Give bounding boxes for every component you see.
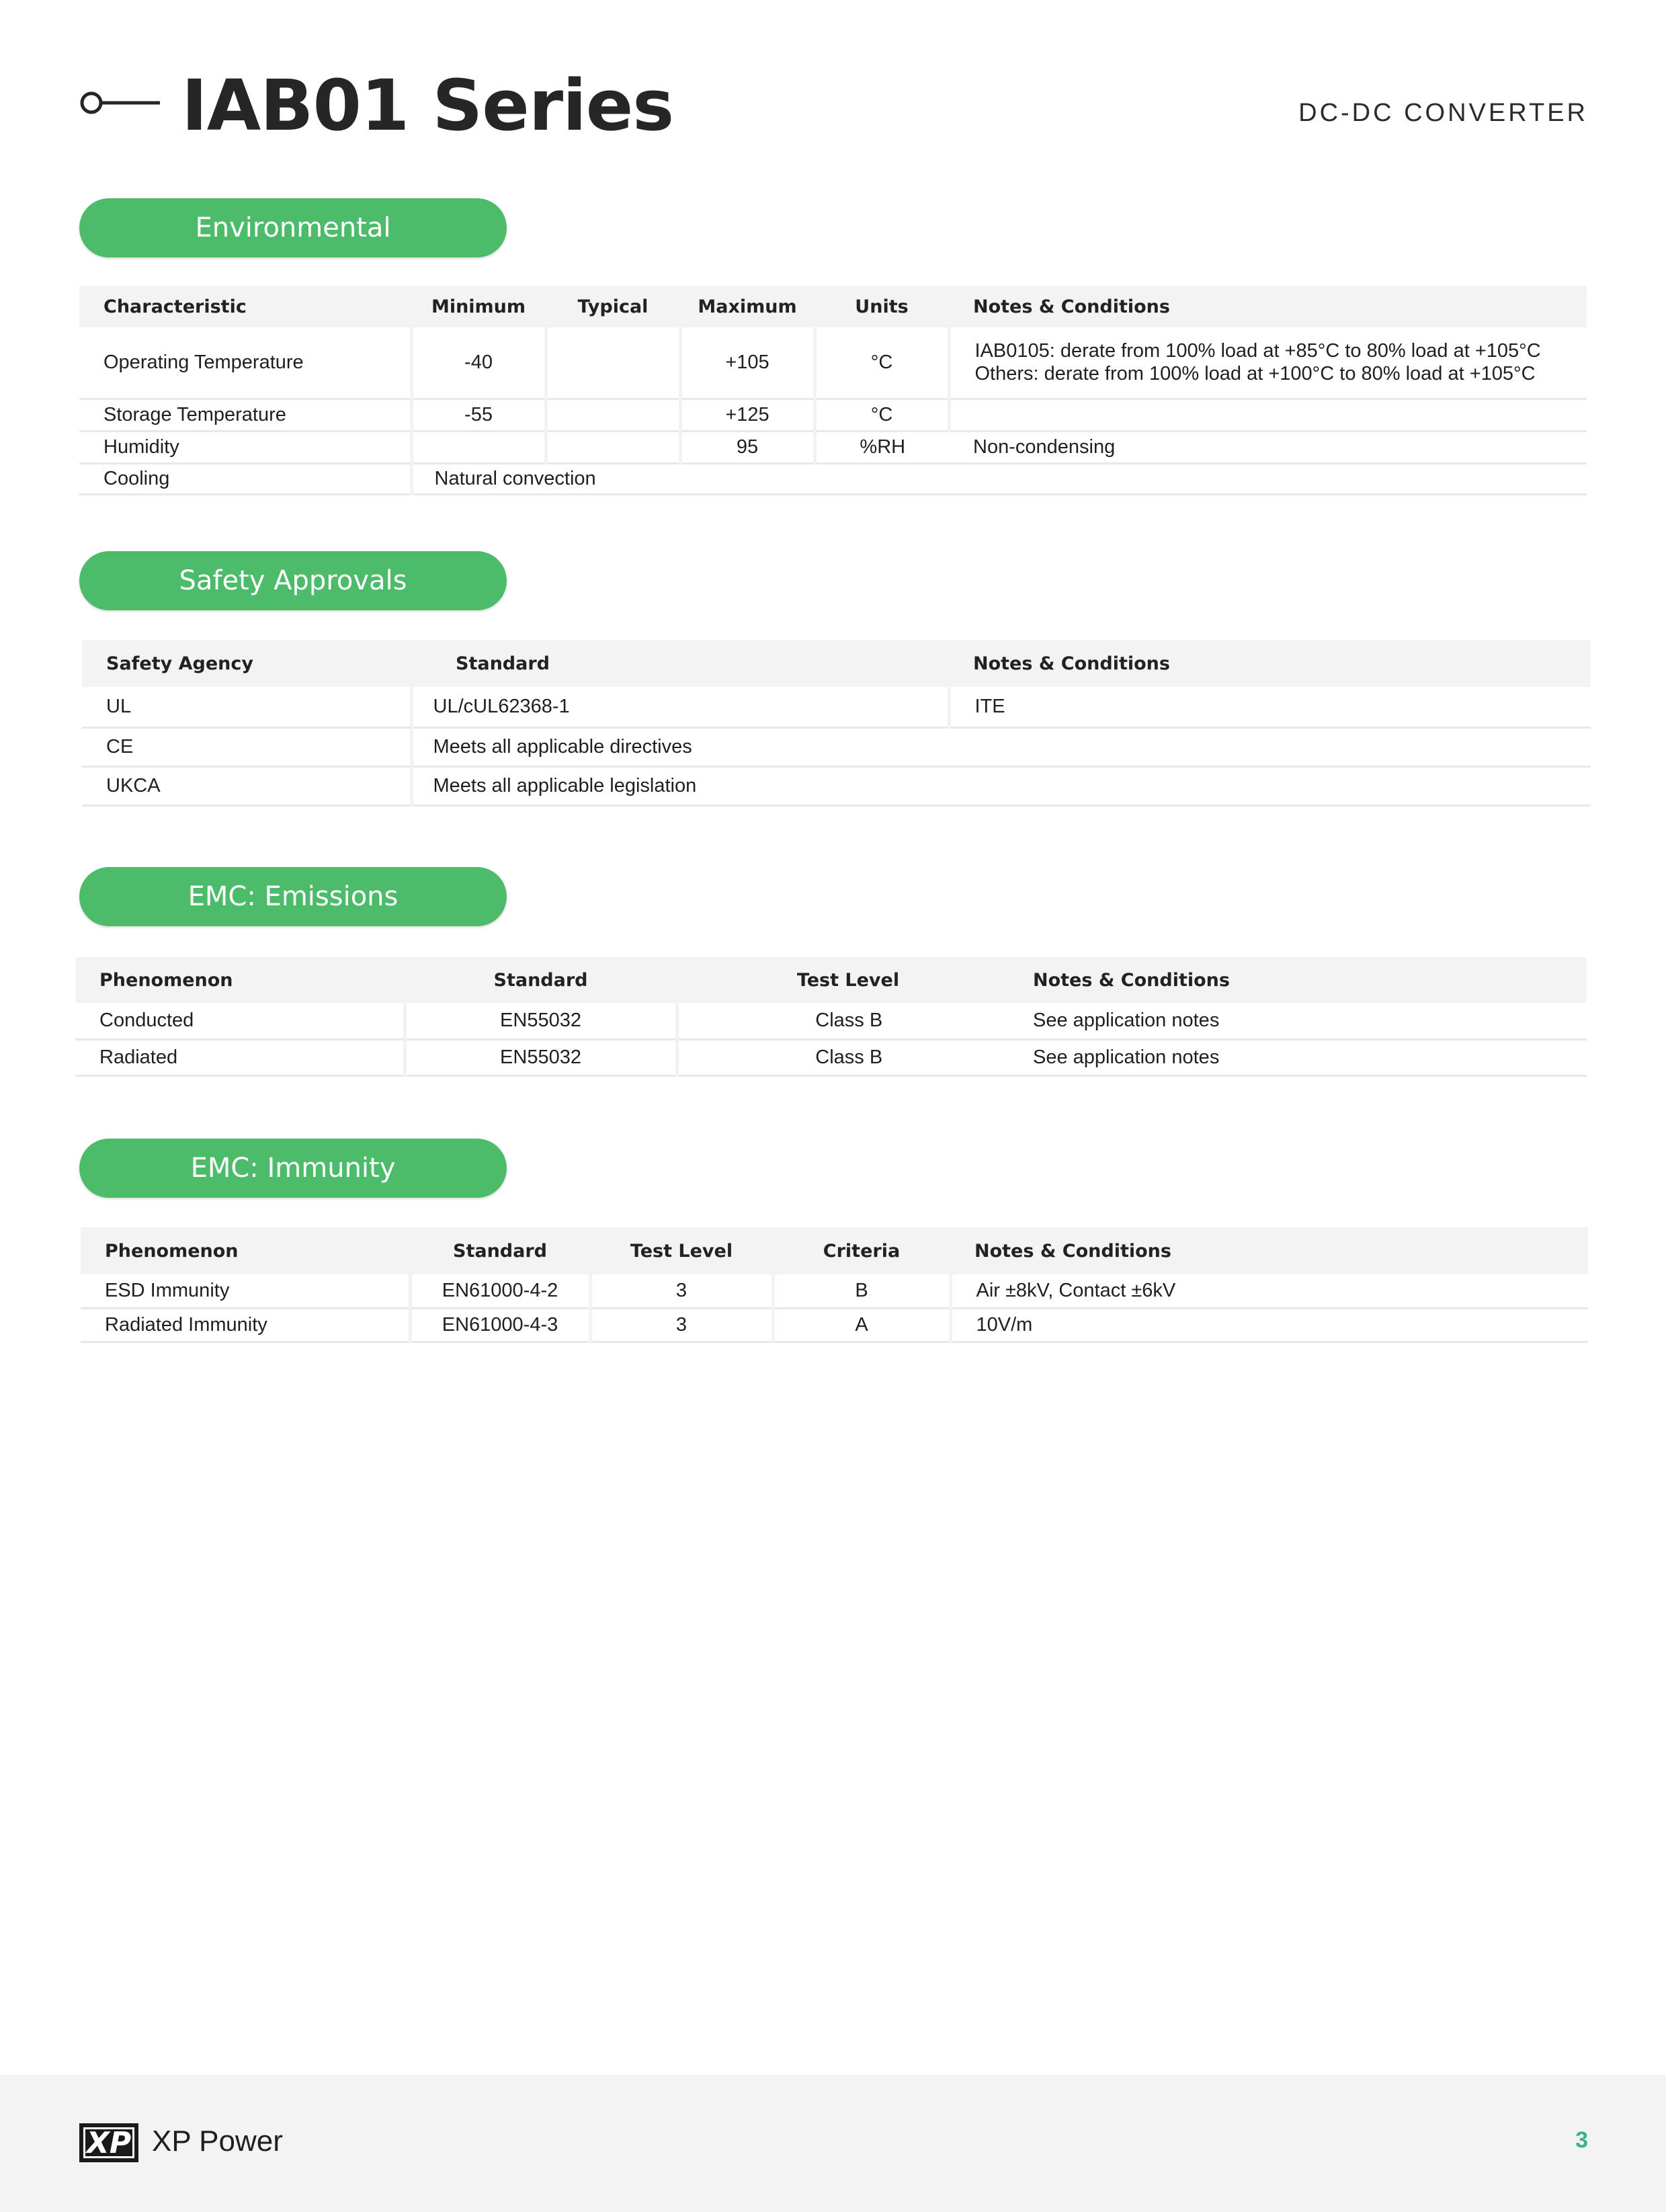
cell-minimum: -55 bbox=[411, 399, 546, 431]
cell-phenomenon: ESD Immunity bbox=[81, 1274, 410, 1308]
cell-characteristic: Humidity bbox=[79, 431, 411, 463]
cell-notes: Air ±8kV, Contact ±6kV bbox=[950, 1274, 1588, 1308]
brand-name: XP Power bbox=[152, 2125, 283, 2158]
connector-line-icon bbox=[79, 89, 160, 116]
cell-agency: UKCA bbox=[82, 766, 411, 805]
cell-characteristic: Operating Temperature bbox=[79, 327, 411, 399]
cell-notes: Non-condensing bbox=[949, 431, 1587, 463]
cell-agency: CE bbox=[82, 727, 411, 766]
cell-phenomenon: Conducted bbox=[75, 1003, 405, 1039]
column-header: Minimum bbox=[411, 286, 546, 327]
section-heading-environmental: Environmental bbox=[79, 198, 507, 257]
table-header-row bbox=[75, 957, 1587, 1003]
page-footer bbox=[0, 2075, 1666, 2212]
cell-standard: EN55032 bbox=[405, 1003, 677, 1039]
column-header: Notes & Conditions bbox=[950, 1227, 1588, 1274]
column-header: Standard bbox=[410, 1227, 590, 1274]
column-header: Standard bbox=[405, 957, 677, 1003]
section-heading-safety-approvals: Safety Approvals bbox=[79, 551, 507, 610]
cell-standard: EN55032 bbox=[405, 1039, 677, 1075]
table-row bbox=[79, 399, 1587, 431]
table-row bbox=[75, 1039, 1587, 1075]
table-row bbox=[79, 327, 1587, 399]
column-header: Typical bbox=[546, 286, 680, 327]
column-header: Units bbox=[815, 286, 949, 327]
cell-agency: UL bbox=[82, 687, 411, 727]
table-row bbox=[79, 463, 1587, 494]
document-type: DC-DC CONVERTER bbox=[1298, 99, 1588, 127]
cell-maximum: +105 bbox=[680, 327, 815, 399]
table-header-row bbox=[81, 1227, 1588, 1274]
cell-characteristic: Cooling bbox=[79, 463, 411, 494]
cell-standard: EN61000-4-3 bbox=[410, 1308, 590, 1342]
table-header-row bbox=[82, 640, 1591, 687]
cell-units: °C bbox=[815, 399, 949, 431]
column-header: Notes & Conditions bbox=[949, 286, 1587, 327]
section-heading-emc-immunity: EMC: Immunity bbox=[79, 1139, 507, 1198]
table-row bbox=[82, 766, 1591, 805]
table-row bbox=[79, 431, 1587, 463]
cell-characteristic: Storage Temperature bbox=[79, 399, 411, 431]
cell-level: 3 bbox=[590, 1308, 773, 1342]
cell-minimum: -40 bbox=[411, 327, 546, 399]
table-row bbox=[81, 1274, 1588, 1308]
cell-notes bbox=[949, 327, 1587, 399]
column-header: Maximum bbox=[680, 286, 815, 327]
cell-standard: Meets all applicable legislation bbox=[411, 766, 1591, 805]
cell-phenomenon: Radiated bbox=[75, 1039, 405, 1075]
table-row bbox=[81, 1308, 1588, 1342]
cell-typical bbox=[546, 431, 680, 463]
table-row bbox=[82, 687, 1591, 727]
environmental-table bbox=[79, 286, 1587, 495]
cell-criteria: B bbox=[773, 1274, 950, 1308]
column-header: Standard bbox=[411, 640, 949, 687]
cell-notes bbox=[949, 399, 1587, 431]
cell-cooling-value: Natural convection bbox=[411, 463, 1587, 494]
table-row bbox=[75, 1003, 1587, 1039]
safety-table bbox=[82, 640, 1591, 807]
column-header: Criteria bbox=[773, 1227, 950, 1274]
section-heading-emc-emissions: EMC: Emissions bbox=[79, 867, 507, 926]
cell-notes: 10V/m bbox=[950, 1308, 1588, 1342]
cell-level: Class B bbox=[677, 1003, 1019, 1039]
column-header: Safety Agency bbox=[82, 640, 411, 687]
xp-logo-icon: XP bbox=[79, 2123, 138, 2162]
cell-standard: EN61000-4-2 bbox=[410, 1274, 590, 1308]
note-line: IAB0105: derate from 100% load at +85°C to 80% load at +105°C bbox=[974, 340, 1541, 362]
page-title: IAB01 Series bbox=[181, 65, 674, 147]
emissions-table bbox=[75, 957, 1587, 1077]
cell-criteria: A bbox=[773, 1308, 950, 1342]
cell-units: %RH bbox=[815, 431, 949, 463]
cell-maximum: 95 bbox=[680, 431, 815, 463]
page-number: 3 bbox=[1575, 2127, 1588, 2153]
cell-units: °C bbox=[815, 327, 949, 399]
cell-level: 3 bbox=[590, 1274, 773, 1308]
cell-level: Class B bbox=[677, 1039, 1019, 1075]
table-row bbox=[82, 727, 1591, 766]
cell-typical bbox=[546, 399, 680, 431]
column-header: Phenomenon bbox=[75, 957, 405, 1003]
cell-notes: See application notes bbox=[1019, 1003, 1587, 1039]
cell-notes: ITE bbox=[949, 687, 1591, 727]
column-header: Characteristic bbox=[79, 286, 411, 327]
immunity-table bbox=[81, 1227, 1588, 1343]
cell-notes: See application notes bbox=[1019, 1039, 1587, 1075]
cell-standard: Meets all applicable directives bbox=[411, 727, 1591, 766]
page-header bbox=[79, 64, 1588, 148]
column-header: Notes & Conditions bbox=[1019, 957, 1587, 1003]
table-header-row bbox=[79, 286, 1587, 327]
note-line: Others: derate from 100% load at +100°C to 80% load at +105°C bbox=[974, 363, 1536, 385]
cell-phenomenon: Radiated Immunity bbox=[81, 1308, 410, 1342]
cell-maximum: +125 bbox=[680, 399, 815, 431]
cell-typical bbox=[546, 327, 680, 399]
column-header: Test Level bbox=[677, 957, 1019, 1003]
column-header: Notes & Conditions bbox=[949, 640, 1591, 687]
cell-standard: UL/cUL62368-1 bbox=[411, 687, 949, 727]
cell-minimum bbox=[411, 431, 546, 463]
column-header: Phenomenon bbox=[81, 1227, 410, 1274]
column-header: Test Level bbox=[590, 1227, 773, 1274]
